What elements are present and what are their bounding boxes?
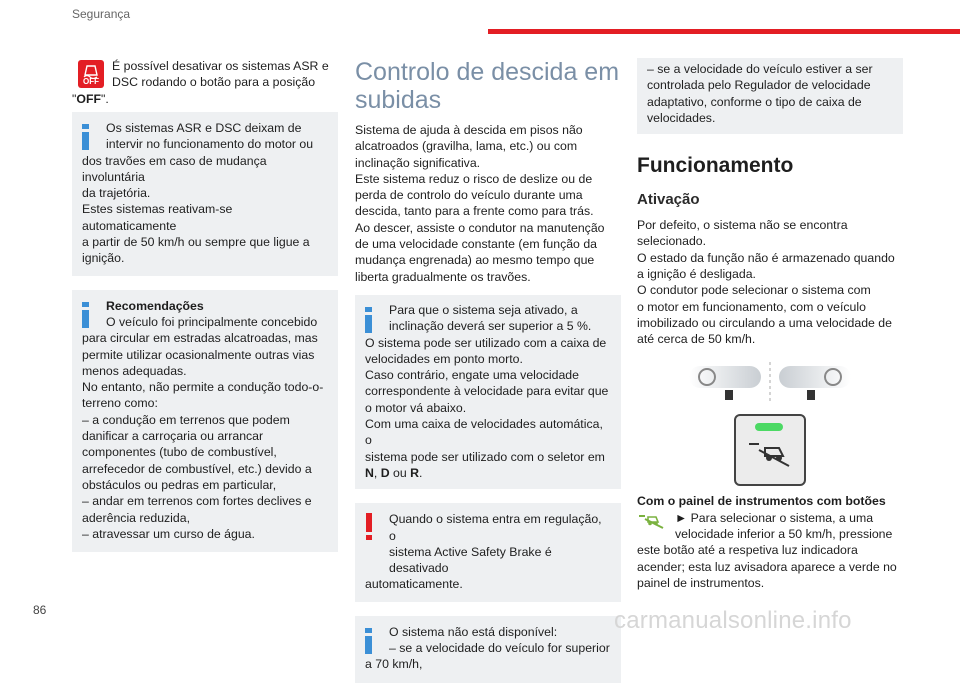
rec-line: – andar em terrenos com fortes declives e — [82, 494, 312, 509]
intro-line: de uma velocidade constante (em função da — [355, 237, 597, 252]
intro-line: inclinação significativa. — [355, 155, 481, 170]
info-line: velocidades em ponto morto. — [365, 351, 523, 366]
gear-r: R — [410, 465, 420, 480]
rec-line: danificar a carroçaria ou arrancar — [82, 429, 264, 444]
info-line: da trajetória. — [82, 186, 151, 201]
info-line: Os sistemas ASR e DSC deixam de — [106, 121, 302, 135]
rec-line: terreno como: — [82, 396, 158, 411]
info-line: O sistema não está disponível: — [389, 624, 558, 639]
info-line: ignição. — [82, 251, 125, 266]
info-icon — [82, 302, 89, 328]
asr-intro — [72, 58, 338, 106]
quote-open: " — [72, 91, 77, 106]
ativ-line: O condutor pode selecionar o sistema com — [637, 283, 871, 298]
info-box-activation — [355, 295, 621, 489]
warning-line: automaticamente. — [365, 577, 463, 592]
info-line: intervir no funcionamento do motor ou — [106, 137, 314, 152]
panel-line: painel de instrumentos. — [637, 576, 765, 591]
info-line: a 70 km/h, — [365, 657, 423, 672]
intro-line: perda de controlo do veículo durante uma — [355, 188, 583, 203]
panel-instructions — [637, 510, 903, 591]
info-line: Para que o sistema seja ativado, a — [389, 302, 578, 317]
activation-text — [637, 217, 903, 347]
watermark: carmanualsonline.info — [614, 607, 852, 634]
column-3 — [637, 58, 903, 591]
rec-line: arrefecedor de combustível, etc.) devido a — [82, 461, 312, 476]
heading-ativacao: Ativação — [637, 191, 700, 209]
hill-descent-icon — [745, 436, 795, 472]
box-line: controlada pelo Regulador de velocidade — [647, 78, 871, 93]
info-line: – se a velocidade do veículo for superior — [389, 641, 610, 656]
info-line: Com uma caixa de velocidades automática, o — [365, 417, 603, 448]
warning-box — [355, 503, 621, 601]
panel-line: acender; esta luz avisadora aparece a verde no — [637, 559, 897, 574]
section-heading — [355, 58, 621, 114]
warning-icon — [366, 513, 372, 540]
intro-line: Ao descer, assiste o condutor na manutenção — [355, 220, 605, 235]
rec-line: aderência reduzida, — [82, 510, 191, 525]
info-line: Estes sistemas reativam-se automaticamente — [82, 202, 233, 233]
ativ-line: Por defeito, o sistema não se encontra — [637, 218, 848, 233]
intro-line: alcatroados (gravilha, lama, etc.) ou com — [355, 139, 578, 154]
rec-line: – a condução em terrenos que podem — [82, 412, 290, 427]
info-box-asr — [72, 112, 338, 276]
intro-line: descida, tanto para a frente como para trás. — [355, 204, 594, 219]
box-line: – se a velocidade do veículo estiver a ser — [647, 62, 873, 76]
steering-wheel-illustration — [637, 362, 903, 412]
panel-line: ► Para selecionar o sistema, a uma — [675, 510, 874, 525]
rec-line: componentes (tubo de combustível, — [82, 445, 277, 460]
box-line: adaptativo, conforme o tipo de caixa de — [647, 94, 862, 109]
info-box-unavailable — [355, 616, 621, 683]
gear-n: N — [365, 465, 374, 480]
ativ-line: o motor em funcionamento, com o veículo — [637, 299, 866, 314]
recommendations-title: Recomendações — [106, 298, 204, 313]
asr-off-icon — [78, 60, 104, 88]
hdc-button-illustration — [637, 414, 903, 488]
intro-line: Sistema de ajuda à descida em pisos não — [355, 123, 583, 137]
rec-line: permite utilizar ocasionalmente outras vias — [82, 347, 315, 362]
asr-intro-line2: DSC rodando o botão para a posição — [112, 75, 316, 90]
quote-close: ". — [100, 91, 109, 106]
off-label: OFF — [83, 77, 99, 86]
heading-line2: subidas — [355, 86, 442, 114]
continued-box — [637, 58, 903, 134]
heading-funcionamento: Funcionamento — [637, 154, 794, 178]
info-line: correspondente à velocidade para evitar que — [365, 384, 609, 399]
asr-intro-line3 — [72, 91, 338, 107]
info-icon — [82, 124, 89, 150]
info-line: dos travões em caso de mudança involuntária — [82, 153, 267, 184]
ativ-line: selecionado. — [637, 234, 707, 249]
hill-descent-button-icon — [637, 511, 665, 531]
recommendations-box — [72, 290, 338, 552]
box-line: velocidades. — [647, 110, 716, 125]
intro-line: liberta gradualmente os travões. — [355, 269, 531, 284]
asr-intro-line1: É possível desativar os sistemas ASR e — [112, 59, 329, 73]
info-line: a partir de 50 km/h ou sempre que ligue a — [82, 235, 310, 250]
ativ-line: imobilizado ou circulando a uma velocidade de — [637, 315, 892, 330]
info-icon — [365, 307, 372, 333]
warning-line: sistema Active Safety Brake é desativado — [389, 544, 552, 576]
rec-line: – atravessar um curso de água. — [82, 526, 255, 541]
off-word: OFF — [76, 91, 101, 106]
ativ-line: até cerca de 50 km/h. — [637, 332, 756, 347]
info-line: Caso contrário, engate uma velocidade — [365, 368, 579, 383]
section-title: Segurança — [72, 7, 131, 21]
info-line: sistema pode ser utilizado com o seletor em — [365, 449, 605, 464]
ativ-line: O estado da função não é armazenado quando — [637, 250, 895, 265]
rec-line: menos adequadas. — [82, 363, 187, 378]
indicator-light — [755, 423, 783, 431]
intro-line: mudança engrenada) ao mesmo tempo que — [355, 253, 595, 268]
gear-sep: , — [373, 465, 381, 480]
hdc-intro — [355, 122, 621, 285]
info-line: inclinação deverá ser superior a 5 %. — [389, 319, 592, 334]
rec-line: O veículo foi principalmente concebido — [106, 314, 318, 329]
gear-positions — [365, 465, 611, 481]
column-1 — [72, 58, 338, 552]
gear-sep: ou — [389, 465, 411, 480]
warning-line: Quando o sistema entra em regulação, o — [389, 512, 602, 543]
info-line: o motor vá abaixo. — [365, 400, 467, 415]
hdc-button — [734, 414, 806, 486]
info-line: O sistema pode ser utilizado com a caixa de — [365, 335, 607, 350]
info-icon — [365, 628, 372, 654]
heading-line1: Controlo de descida em — [355, 58, 620, 86]
rec-line: para circular em estradas alcatroadas, mas — [82, 331, 318, 346]
intro-line: Este sistema reduz o risco de deslize ou de — [355, 171, 593, 186]
rec-line: obstáculos ou pedras em particular, — [82, 477, 277, 492]
panel-line: este botão até a respetiva luz indicadora — [637, 543, 858, 558]
rec-line: No entanto, não permite a condução todo-o- — [82, 380, 324, 395]
header-accent-bar — [488, 29, 960, 34]
panel-title: Com o painel de instrumentos com botões — [637, 493, 886, 508]
column-2 — [355, 58, 621, 683]
gear-d: D — [380, 465, 390, 480]
ativ-line: a ignição é desligada. — [637, 267, 756, 282]
panel-line: velocidade inferior a 50 km/h, pressione — [675, 527, 893, 542]
gear-end: . — [419, 465, 423, 480]
page-number: 86 — [33, 603, 47, 617]
